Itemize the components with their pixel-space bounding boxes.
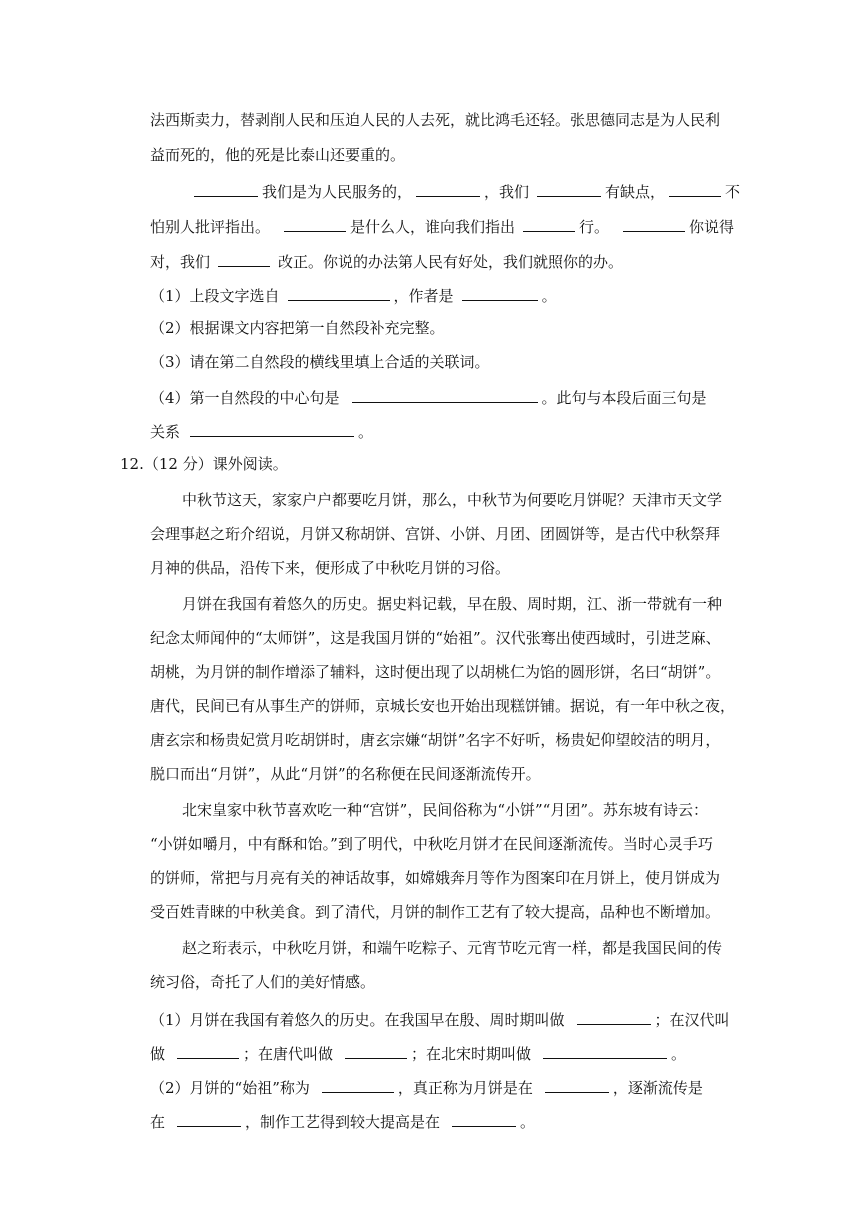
answer-blank[interactable] [452, 1110, 516, 1127]
answer-blank[interactable] [194, 180, 258, 197]
answer-blank[interactable] [523, 215, 575, 232]
text-line: “小饼如嚼月，中有酥和饴。”到了明代，中秋吃月饼才在民间逐渐流传。当时心灵手巧 [150, 835, 713, 853]
text-line: 益而死的，他的死是比泰山还要重的。 [150, 146, 406, 164]
text-line: 月饼在我国有着悠久的历史。据史料记载，早在殷、周时期，江、浙一带就有一种 [182, 595, 723, 613]
answer-blank[interactable] [177, 1042, 239, 1059]
answer-blank[interactable] [288, 284, 390, 301]
question-2: （2）根据课文内容把第一自然段补充完整。 [150, 319, 445, 337]
answer-blank[interactable] [177, 1110, 241, 1127]
text-line: 关系 。 [150, 420, 735, 442]
answer-blank[interactable] [218, 250, 270, 267]
text-line: 在 ，制作工艺得到较大提高是在 。 [150, 1110, 735, 1132]
question-4: （4）第一自然段的中心句是 。此句与本段后面三句是 [150, 386, 735, 408]
answer-blank[interactable] [462, 284, 538, 301]
text-line: 怕别人批评指出。 是什么人，谁向我们指出 行。 你说得 [150, 215, 735, 237]
text-line: 胡桃，为月饼的制作增添了辅料，这时便出现了以胡桃仁为馅的圆形饼，名曰“胡饼”。 [150, 663, 721, 681]
text-line: 脱口而出“月饼”，从此“月饼”的名称便在民间逐渐流传开。 [150, 765, 541, 783]
answer-blank[interactable] [537, 180, 601, 197]
text-line: 的饼师，常把与月亮有关的神话故事，如嫦娥奔月等作为图案印在月饼上，使月饼成为 [150, 869, 721, 887]
question-12-title: 12.（12 分）课外阅读。 [120, 455, 288, 473]
text-line: 中秋节这天，家家户户都要吃月饼，那么，中秋节为何要吃月饼呢？天津市天文学 [182, 491, 723, 509]
text-line: 北宋皇家中秋节喜欢吃一种“宫饼”，民间俗称为“小饼”“月团”。苏东坡有诗云： [182, 801, 709, 819]
text-line: 我们是为人民服务的， ，我们 有缺点， 不 [194, 180, 739, 202]
text-line: 纪念太师闻仲的“太师饼”，这是我国月饼的“始祖”。汉代张骞出使西域时，引进芝麻、 [150, 629, 721, 647]
text-line: 唐代，民间已有从事生产的饼师，京城长安也开始出现糕饼铺。据说，有一年中秋之夜， [150, 697, 736, 715]
answer-blank[interactable] [545, 1076, 609, 1093]
answer-blank[interactable] [345, 1042, 407, 1059]
answer-blank[interactable] [623, 215, 685, 232]
text-line: 法西斯卖力，替剥削人民和压迫人民的人去死，就比鸿毛还轻。张思德同志是为人民利 [150, 111, 721, 129]
text-line: 受百姓青睐的中秋美食。到了清代，月饼的制作工艺有了较大提高，品种也不断增加。 [150, 903, 721, 921]
answer-blank[interactable] [669, 180, 721, 197]
question-1: （1）上段文字选自 ，作者是 。 [150, 284, 735, 306]
text-line: 月神的供品，沿传下来，便形成了中秋吃月饼的习俗。 [150, 559, 511, 577]
text-line: 会理事赵之珩介绍说，月饼又称胡饼、宫饼、小饼、月团、团圆饼等，是古代中秋祭拜 [150, 525, 721, 543]
answer-blank[interactable] [543, 1042, 667, 1059]
answer-blank[interactable] [352, 386, 538, 403]
answer-blank[interactable] [190, 420, 354, 437]
text-line: 唐玄宗和杨贵妃赏月吃胡饼时，唐玄宗嫌“胡饼”名字不好听，杨贵妃仰望皎洁的明月， [150, 731, 721, 749]
answer-blank[interactable] [416, 180, 480, 197]
sub-question-2: （2）月饼的“始祖”称为 ，真正称为月饼是在 ，逐渐流传是 [150, 1076, 735, 1098]
question-3: （3）请在第二自然段的横线里填上合适的关联词。 [150, 353, 490, 371]
text-line: 做 ；在唐代叫做 ；在北宋时期叫做 。 [150, 1042, 735, 1064]
answer-blank[interactable] [284, 215, 346, 232]
text-line: 赵之珩表示，中秋吃月饼，和端午吃粽子、元宵节吃元宵一样，都是我国民间的传 [182, 939, 723, 957]
sub-question-1: （1）月饼在我国有着悠久的历史。在我国早在殷、周时期叫做 ；在汉代叫 [150, 1008, 735, 1030]
text-line: 对，我们 改正。你说的办法第人民有好处，我们就照你的办。 [150, 250, 735, 272]
answer-blank[interactable] [577, 1008, 651, 1025]
text-line: 统习俗，奇托了人们的美好情感。 [150, 973, 376, 991]
answer-blank[interactable] [322, 1076, 394, 1093]
